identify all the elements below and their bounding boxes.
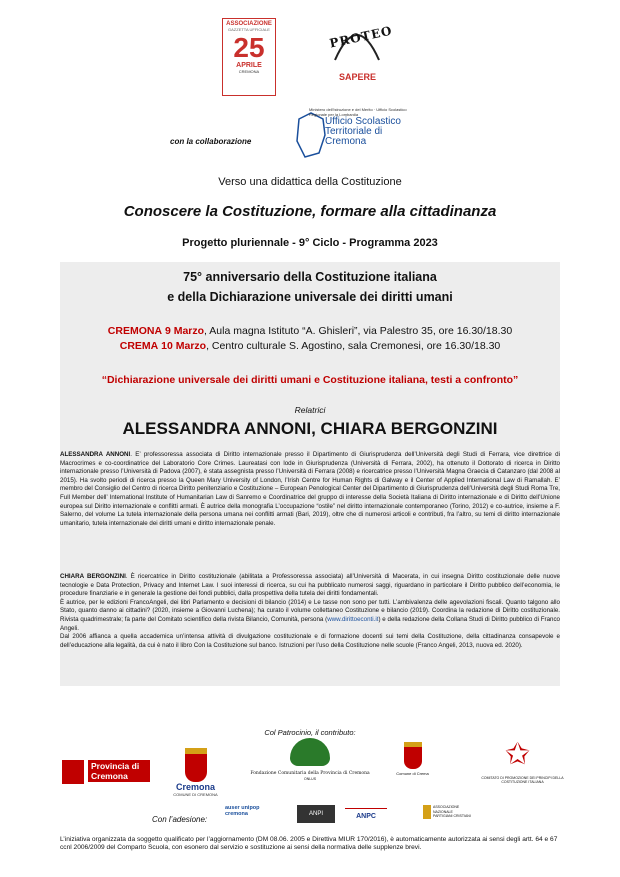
comitato-costituzione-logo [480, 740, 565, 788]
relatrici-label: Relatrici [294, 405, 326, 415]
collaboration-label: con la collaborazione [170, 137, 252, 146]
bio-annoni-name: ALESSANDRA ANNONI [60, 451, 131, 458]
bio-bergonzini-text2: È autrice, per le edizioni FrancoAngeli, dei libri Parlamento e decisioni di bilancio (2014) e Le tasse non sono per tutti. L’ambivalenza delle agevolazioni fiscali. Quanto talgono allo Stato, quanto danno ai cittadini? (2020, insieme a Giovanni Luchena); ha curato il volume collettaneo Costituzione e bilancio (2019). Coordina la redazione di Diritto costituzionale. Rivista quadrimestrale; fa parte del Comitato scientifico della rivista Bilancio, Comunità, persona ( [60, 598, 560, 623]
ust-name: Ufficio Scolastico Territoriale di Cremona [325, 116, 401, 147]
event-cremona-details: , Aula magna Istituto “A. Ghisleri”, via Palestro 35, ore 16.30/18.30 [204, 325, 513, 337]
lecture-title-quote: “Dichiarazione universale dei diritti umani e Costituzione italiana, testi a confronto” [101, 374, 519, 386]
logo-25-line2: GAZZETTA UFFICIALE [228, 27, 270, 32]
event-cremona-date: 9 Marzo [164, 325, 205, 337]
cremona-crest-icon [185, 748, 207, 782]
provincia-cremona-logo [62, 760, 152, 782]
fondazione-name: Fondazione Comunitaria della Provincia di Cremona [250, 771, 370, 776]
anniversary-line-2: e della Dichiarazione universale dei diritti umani [167, 290, 453, 304]
proteo-title: PROTEO [328, 23, 394, 51]
event-crema-date: 10 Marzo [161, 340, 207, 352]
event-crema-details: , Centro culturale S. Agostino, sala Cremonesi, ore 16.30/18.30 [206, 340, 501, 352]
ust-cremona-logo [291, 105, 411, 165]
proteo-sub: SAPERE [339, 72, 377, 82]
bio-bergonzini-text3: ) e della redazione della Collana Studi di Diritto pubblico di Franco Angeli. [60, 615, 560, 632]
star-icon: ✩ [505, 738, 531, 771]
comune-cremona-logo [168, 748, 223, 800]
adesione-label: Con l’adesione: [152, 815, 208, 824]
speakers-names: ALESSANDRA ANNONI, CHIARA BERGONZINI [122, 419, 498, 438]
comune-crema-name: Comune di Crema [396, 771, 429, 776]
proteo-sapere-logo [327, 20, 394, 90]
logo-25-line1: ASSOCIAZIONE [226, 21, 272, 27]
partigiani-cristiani-logo [423, 805, 473, 825]
tree-icon [290, 738, 330, 766]
footer-note: L’iniziativa organizzata da soggetto qualificato per l’aggiornamento (DM 08.06. 2005 e Direttiva MIUR 170/2016), è automaticamente autorizzata ai sensi degli artt. 64 e 67 ccnl 2006/2009 del Comparto Scuola, con esonero dal servizio e sostituzione ai sensi della normativa delle supplenze brevi. [60, 836, 558, 852]
bio-bergonzini-text4: Dal 2006 affianca a quella accademica un’intensa attività di divulgazione costituzionale e di formazione docenti sui temi della Costituzione, della cittadinanza consapevole e dell’educazione alla legalità, da cui è nato il libro Con la Costituzione sul banco. Istruzioni per l’uso della Costituzione nelle scuole (Franco Angeli, 2013, nuova ed. 2020). [60, 633, 560, 649]
anniversary-line-1: 75° anniversario della Costituzione italiana [183, 270, 437, 284]
logo-25-line3: APRILE [236, 62, 262, 69]
patrocinio-label: Col Patrocinio, il contributo: [264, 728, 356, 737]
partigiani-flag-icon [423, 805, 431, 819]
logo-25-line4: CREMONA [238, 69, 260, 74]
program-line: Progetto pluriennale - 9° Ciclo - Programma 2023 [182, 237, 438, 249]
provincia-name: Provincia di Cremona [88, 760, 150, 782]
partigiani-name: ASSOCIAZIONE NAZIONALE PARTIGIANI CRISTIANI [433, 805, 471, 818]
dirittoeconti-link[interactable]: www.dirittoeconti.it [327, 615, 379, 623]
ust-ministry: Ministero dell'Istruzione e del Merito · Ufficio Scolastico Regionale per la Lombardia [309, 107, 407, 117]
comune-cremona-sub: COMUNE DI CREMONA [173, 792, 218, 797]
crema-crest-icon [404, 742, 422, 769]
bio-bergonzini-name: CHIARA BERGONZINI [60, 573, 126, 580]
main-title: Conoscere la Costituzione, formare alla cittadinanza [123, 203, 497, 220]
anpc-logo: ANPC [345, 808, 387, 824]
comune-crema-logo [395, 742, 430, 790]
event-cremona-city: CREMONA [107, 325, 163, 337]
comitato-name: COMITATO DI PROMOZIONE DEI PRINCIPI DELLA COSTITUZIONE ITALIANA [481, 776, 564, 784]
bio-annoni-text: . E’ professoressa associata di Diritto internazionale presso il Dipartimento di Giurisprudenza dell’Università degli Studi di Ferrara, vice direttrice di Macrocrimes e co-coordinatrice del Laboratorio Core Crimes. Laureatasi con lode in Giurisprudenza (Università di Ferrara, 2002), ha ottenuto il Dottorato di ricerca in Diritto internazionale presso l’Università di Padova (2007), è stata assegnista presso l’Università di Ferrara (2008) e ricercatrice presso l’Università Magna Graecia di Catanzaro (dal 2008 al 2015). Ha svolto periodi di ricerca presso la Queen Mary University of London, l’Irish Centre for Human Rights di Galway e il Center of Applied International Law di Ramallah. E’ membro del Consiglio del Centro di ricerca Diritto penitenziario e Costituzione – European Penological Center del Dipartimento di Giurisprudenza dell’Università degli Studi Roma Tre, Full Member dell’ International Institute of Humanitarian Law di Sanremo e Coordinatrice del gruppo di interesse della Società Italiana di Diritto internazionale e di Diritto dell’Unione europea sul Diritto internazionale e conflitti armati. È autrice della monografia L’occupazione “ostile” nel diritto internazionale contemporaneo (Torino, 2012) e co-autrice, insieme a F. Salerno, del volume La tutela internazionale della persona umana nei conflitti armati (Bari, 2019), oltre che di numerosi articoli e contributi, fra l’altro, su temi di diritto internazionale umanitario, tutela internazionale dei diritti umani e diritto internazionale penale. [60, 451, 560, 527]
anpi-logo: ANPI [297, 805, 335, 823]
subtitle: Verso una didattica della Costituzione [218, 176, 402, 188]
fondazione-sub: ONLUS [303, 777, 317, 781]
comune-cremona-name: Cremona [175, 782, 215, 792]
bio-bergonzini-text1: . È ricercatrice in Diritto costituzionale (abilitata a Professoressa associata) all’Università di Macerata, in cui insegna Diritto costituzionale delle nuove tecnologie e Data Protection, Privacy and Internet Law. I suoi interessi di ricerca, su cui ha pubblicato numerosi saggi, riguardano in particolare il Diritto pubblico dell’economia, le procedure finanziarie e in generale la gestione dei fondi pubblici, dalla prospettiva della tutela dei diritti fondamentali. [60, 573, 560, 598]
event-crema-city: CREMA [119, 340, 159, 352]
bio-annoni [60, 451, 560, 528]
fondazione-comunitaria-logo [240, 738, 380, 781]
event-cremona [0, 325, 620, 337]
bio-bergonzini [60, 573, 560, 650]
logo-25-number: 25 [233, 32, 265, 63]
associazione-25-aprile-logo [222, 18, 276, 96]
event-crema [0, 340, 620, 352]
auser-logo: auser unipop cremona [225, 805, 260, 817]
provincia-shield-icon [62, 760, 84, 784]
